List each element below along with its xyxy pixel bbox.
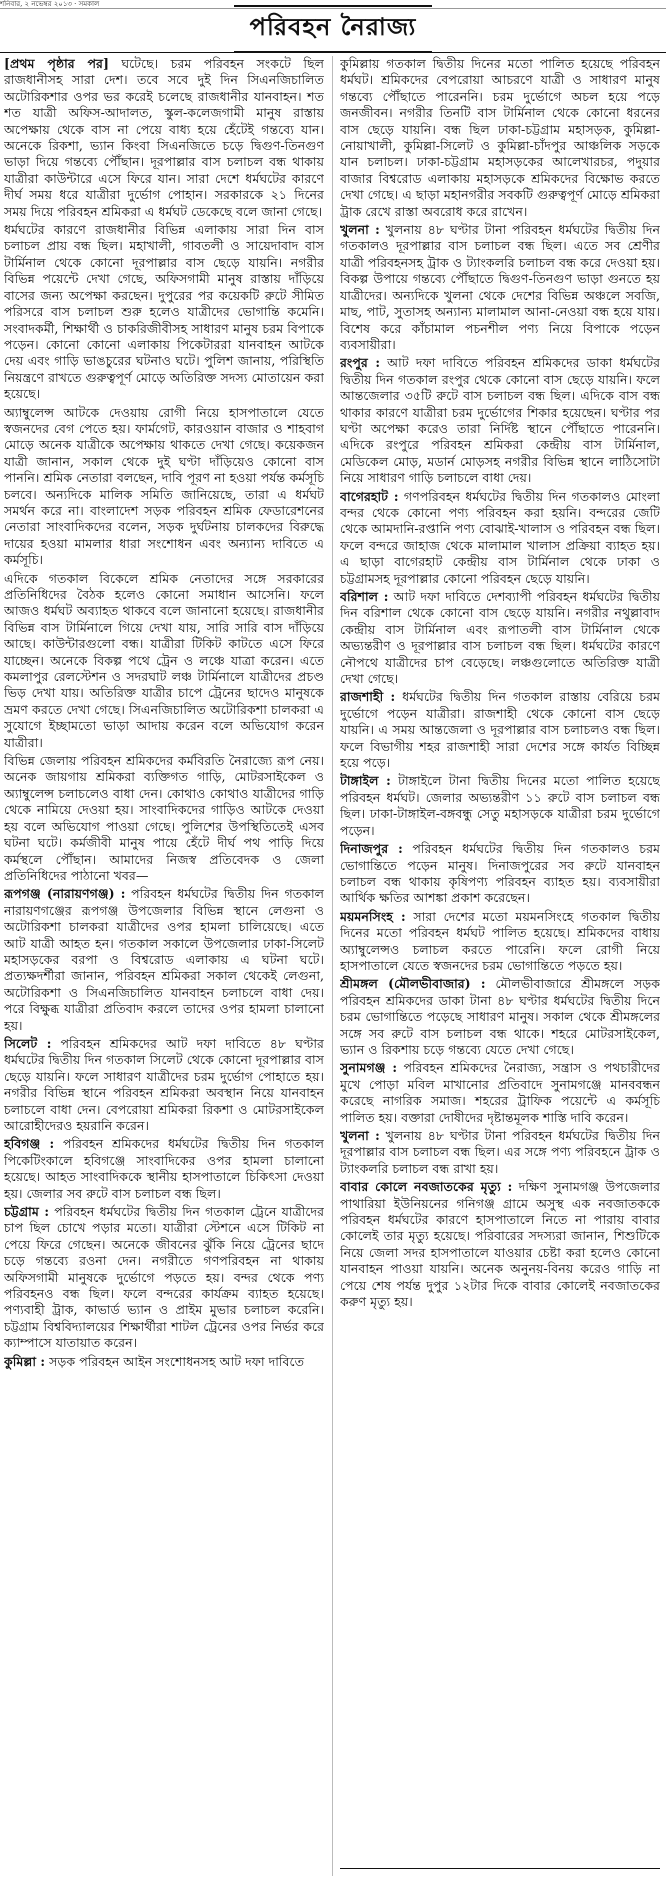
paragraph-text: পরিবহন ধর্মঘটের দ্বিতীয় দিন গতকাল ট্রেনে যাত্রীদের চাপ ছিল চোখে পড়ার মতো। যাত্রীরা স্টেশনে এসে টিকিট না পেয়ে ফিরে গেছেন। অনেকে জীবনের ঝুঁকি নিয়ে ট্রেনের ছাদে চড়ে গন্তব্যে রওনা দেন। নগরীতে গণপরিবহন না থাকায় অফিসগামী মানুষকে দুর্ভোগে পড়তে হয়। বন্দর থেকে পণ্য পরিবহনও বন্ধ ছিল। ফলে বন্দরের কার্যক্রম ব্যাহত হয়েছে। পণ্যবাহী ট্রাক, কাভার্ড ভ্যান ও প্রাইম মুভার চলাচল করেনি। চট্টগ্রাম বিশ্ববিদ্যালয়ের শিক্ষার্থীরা শাটল ট্রেনের ওপর নির্ভর করে ক্যাম্পাসে যাতায়াত করেন। xyxy=(4,1204,324,1351)
dateline: বরিশাল : xyxy=(340,589,389,604)
paragraph-text: সড়ক পরিবহন আইন সংশোধনসহ আট দফা দাবিতে xyxy=(45,1353,305,1369)
article-paragraph xyxy=(340,1179,660,1310)
paragraph-text: পরিবহন ধর্মঘটের দ্বিতীয় দিন গতকালও চরম ভোগান্তিতে পড়েন মানুষ। দিনাজপুরের সব রুটে যানবাহন চলাচল বন্ধ থাকায় কৃষিপণ্য পরিবহন ব্যাহত হয়। ব্যবসায়ীরা আর্থিক ক্ষতির আশঙ্কা প্রকাশ করেছেন। xyxy=(340,841,660,906)
paragraph-text: ঘটেছে। চরম পরিবহন সংকটে ছিল রাজধানীসহ সারা দেশ। তবে সবে দুই দিন সিএনজিচালিত অটোরিকশার ওপর ভর করেই চলেছে রাজধানীর যানবাহন। শত শত যাত্রী অফিস-আদালত, স্কুল-কলেজগামী মানুষ রাস্তায় অপেক্ষায় থেকে বাস না পেয়ে বাধ্য হয়ে হেঁটেই গন্তব্যে যান। অনেকে রিকশা, ভ্যান কিংবা সিএনজিতে চড়ে দ্বিগুণ-তিনগুণ ভাড়া দিয়ে গন্তব্যে পৌঁছান। দূরপাল্লার বাস চলাচল বন্ধ থাকায় যাত্রীরা কাউন্টারে এসে ফিরে যান। সারা দেশে ধর্মঘটের কারণে দীর্ঘ সময় ধরে যাত্রীরা দুর্ভোগ পোহান। সরকারকে ২১ দিনের সময় দিয়ে পরিবহন শ্রমিকরা এ ধর্মঘট ডেকেছে বলে জানা গেছে। xyxy=(4,56,324,219)
paragraph-text: বিভিন্ন জেলায় পরিবহন শ্রমিকদের কর্মবিরতি নৈরাজ্যে রূপ নেয়। অনেক জায়গায় শ্রমিকরা ব্যক্তিগত গাড়ি, মোটরসাইকেল ও অ্যাম্বুলেন্স চলাচলেও বাধা দেন। কোথাও কোথাও যাত্রীদের গাড়ি থেকে নামিয়ে দেওয়া হয়। সাংবাদিকদের গাড়িও আটকে দেওয়া হয় বলে অভিযোগ পাওয়া গেছে। পুলিশের উপস্থিতিতেই এসব ঘটনা ঘটে। কর্মজীবী মানুষ পায়ে হেঁটে দীর্ঘ পথ পাড়ি দিয়ে কর্মস্থলে পৌঁছান। আমাদের নিজস্ব প্রতিবেদক ও জেলা প্রতিনিধিদের পাঠানো খবর— xyxy=(4,753,324,883)
article-paragraph xyxy=(340,909,660,975)
column-divider xyxy=(332,56,333,1876)
header-rule xyxy=(0,52,666,53)
dateline: চট্টগ্রাম : xyxy=(4,1204,50,1220)
article-paragraph xyxy=(4,753,324,884)
paragraph-text: আট দফা দাবিতে পরিবহন শ্রমিকদের ডাকা ধর্মঘটের দ্বিতীয় দিন গতকাল রংপুর থেকে কোনো বাস ছেড়ে যায়নি। ফলে আন্তজেলার ৩৫টি রুটে বাস চলাচল বন্ধ ছিল। এদিকে বাস বন্ধ থাকার কারণে যাত্রীরা চরম দুর্ভোগের শিকার হয়েছেন। ঘণ্টার পর ঘণ্টা অপেক্ষা করেও তারা নির্দিষ্ট স্থানে পৌঁছাতে পারেননি। এদিকে রংপুরে পরিবহন শ্রমিকরা কেন্দ্রীয় বাস টার্মিনাল, মেডিকেল মোড়, মডার্ন মোড়সহ নগরীর বিভিন্ন স্থানে লাঠিসোটা নিয়ে সাধারণ গাড়ি চলাচলে বাধা দেয়। xyxy=(340,355,660,486)
dateline: রূপগঞ্জ (নারায়ণগঞ্জ) : xyxy=(4,886,126,902)
article-paragraph xyxy=(4,222,324,402)
paragraph-text: পরিবহন শ্রমিকদের আট দফা দাবিতে ৪৮ ঘণ্টার ধর্মঘটের দ্বিতীয় দিন গতকাল সিলেট থেকে কোনো দূরপাল্লার বাস ছেড়ে যায়নি। ফলে সাধারণ যাত্রীদের চরম দুর্ভোগ পোহাতে হয়। নগরীর বিভিন্ন স্থানে পরিবহন শ্রমিকরা অবস্থান নিয়ে যানবাহন চলাচলে বাধা দেন। বেপরোয়া শ্রমিকরা রিকশা ও মোটরসাইকেল আরোহীদেরও হয়রানি করেন। xyxy=(4,1035,324,1133)
paragraph-text: টাঙ্গাইলে টানা দ্বিতীয় দিনের মতো পালিত হয়েছে পরিবহন ধর্মঘট। জেলার অভ্যন্তরীণ ১১ রুটে বাস চলাচল বন্ধ ছিল। ঢাকা-টাঙ্গাইল-বঙ্গবন্ধু সেতু মহাসড়কে যাত্রীরা চরম দুর্ভোগে পড়েন। xyxy=(340,773,660,838)
dateline: খুলনা : xyxy=(340,1128,380,1143)
article-paragraph xyxy=(4,1136,324,1202)
dateline: টাঙ্গাইল : xyxy=(340,773,391,789)
dateline: হবিগঞ্জ : xyxy=(4,1136,55,1152)
article-paragraph xyxy=(340,976,660,1058)
dateline: সিলেট : xyxy=(4,1035,52,1051)
paragraph-text: সারা দেশের মতো ময়মনসিংহে গতকাল দ্বিতীয় দিনের মতো পরিবহন ধর্মঘট পালিত হয়েছে। শ্রমিকদের বাধায় অ্যাম্বুলেন্সও চলাচল করতে পারেনি। ফলে রোগী নিয়ে হাসপাতালে যেতে স্বজনদের চরম ভোগান্তিতে পড়তে হয়। xyxy=(340,908,660,973)
article-paragraph xyxy=(340,222,660,353)
article-paragraph xyxy=(340,56,660,220)
right-column xyxy=(340,56,660,1876)
article-paragraph xyxy=(4,1204,324,1352)
dateline: রাজশাহী : xyxy=(340,689,396,705)
section-header xyxy=(0,9,666,49)
dateline: বাগেরহাট : xyxy=(340,488,399,504)
paragraph-text: ধর্মঘটের কারণে রাজধানীর বিভিন্ন এলাকায় সারা দিন বাস চলাচল প্রায় বন্ধ ছিল। মহাখালী, গাবতলী ও সায়েদাবাদ বাস টার্মিনাল থেকে কোনো দূরপাল্লার বাস ছেড়ে যায়নি। নগরীর বিভিন্ন পয়েন্টে দেখা গেছে, অফিসগামী মানুষ রাস্তায় দাঁড়িয়ে বাসের জন্য অপেক্ষা করছেন। দুপুরের পর কয়েকটি রুটে সীমিত পরিসরে বাস চলাচল শুরু হলেও যাত্রীদের ভোগান্তি কমেনি। সংবাদকর্মী, শিক্ষার্থী ও চাকরিজীবীসহ সাধারণ মানুষ চরম বিপাকে পড়েন। কোনো কোনো এলাকায় পিকেটাররা যানবাহন আটকে দেয় এবং গাড়ি ভাঙচুরের ঘটনাও ঘটে। পুলিশ জানায়, পরিস্থিতি নিয়ন্ত্রণে রাখতে গুরুত্বপূর্ণ মোড়ে অতিরিক্ত সদস্য মোতায়েন করা হয়েছে। xyxy=(4,222,324,402)
end-rule xyxy=(340,1868,660,1869)
paragraph-text: পরিবহন শ্রমিকদের ধর্মঘটের দ্বিতীয় দিন গতকাল পিকেটিংকালে হবিগঞ্জে সাংবাদিকের ওপর হামলা চালানো হয়েছে। আহত সাংবাদিককে স্থানীয় হাসপাতালে চিকিৎসা দেওয়া হয়। জেলার সব রুটে বাস চলাচল বন্ধ ছিল। xyxy=(4,1136,324,1201)
dateline: রংপুর : xyxy=(340,355,381,371)
article-paragraph xyxy=(340,841,660,907)
paragraph-text: দক্ষিণ সুনামগঞ্জ উপজেলার পাথারিয়া ইউনিয়নের গনিগঞ্জ গ্রামে অসুস্থ এক নবজাতককে পরিবহন ধর্মঘটের কারণে হাসপাতালে নিতে না পারায় বাবার কোলেই তার মৃত্যু হয়েছে। পরিবারের সদস্যরা জানান, শিশুটিকে নিয়ে জেলা সদর হাসপাতালে যাওয়ার চেষ্টা করা হলেও কোনো যানবাহন পাওয়া যায়নি। অনেক অনুনয়-বিনয় করেও গাড়ি না পেয়ে শেষ পর্যন্ত দুপুর ১২টার দিকে বাবার কোলেই নবজাতকের করুণ মৃত্যু হয়। xyxy=(340,1179,660,1310)
dateline: বাবার কোলে নবজাতকের মৃত্যু : xyxy=(340,1179,513,1195)
paragraph-text: মৌলভীবাজারে শ্রীমঙ্গলে সড়ক পরিবহন শ্রমিকদের ডাকা টানা ৪৮ ঘণ্টার ধর্মঘটের দ্বিতীয় দিনে চরম ভোগান্তিতে পড়েছে সাধারণ মানুষ। সকাল থেকে শ্রীমঙ্গলের সঙ্গে সব রুটে বাস চলাচল বন্ধ থাকে। শহরে মোটরসাইকেল, ভ্যান ও রিকশায় চড়ে গন্তব্যে যেতে দেখা গেছে। xyxy=(340,976,660,1057)
article-paragraph xyxy=(340,355,660,486)
article-paragraph xyxy=(340,589,660,687)
paragraph-text: পরিবহন ধর্মঘটের দ্বিতীয় দিন গতকাল নারায়ণগঞ্জের রূপগঞ্জ উপজেলার বিভিন্ন স্থানে লেগুনা ও অটোরিকশা চালকরা যাত্রীদের ওপর হামলা চালিয়েছে। এতে আট যাত্রী আহত হন। গতকাল সকালে উপজেলার ঢাকা-সিলেট মহাসড়কের বরপা ও বিশ্বরোড এলাকায় এ ঘটনা ঘটে। প্রত্যক্ষদর্শীরা জানান, পরিবহন শ্রমিকরা সকাল থেকেই লেগুনা, অটোরিকশা ও সিএনজিচালিত যানবাহন চলাচলে বাধা দেয়। পরে বিক্ষুব্ধ যাত্রীরা প্রতিবাদ করলে তাদের ওপর হামলা চালানো হয়। xyxy=(4,886,324,1033)
paragraph-text: এদিকে গতকাল বিকেলে শ্রমিক নেতাদের সঙ্গে সরকারের প্রতিনিধিদের বৈঠক হলেও কোনো সমাধান আসেনি। ফলে আজও ধর্মঘট অব্যাহত থাকবে বলে জানানো হয়েছে। রাজধানীর বিভিন্ন বাস টার্মিনালে গিয়ে দেখা যায়, সারি সারি বাস দাঁড়িয়ে আছে। কাউন্টারগুলো বন্ধ। যাত্রীরা টিকিট কাটতে এসে ফিরে যাচ্ছেন। অনেকে বিকল্প পথে ট্রেন ও লঞ্চে যাত্রা করেন। এতে কমলাপুর রেলস্টেশন ও সদরঘাট লঞ্চ টার্মিনালে যাত্রীদের প্রচণ্ড ভিড় দেখা যায়। অতিরিক্ত যাত্রীর চাপে ট্রেনের ছাদেও মানুষকে ভ্রমণ করতে দেখা গেছে। সিএনজিচালিত অটোরিকশা চালকরা এ সুযোগে ইচ্ছামতো ভাড়া আদায় করেন বলে অভিযোগ করেন যাত্রীরা। xyxy=(4,570,324,750)
article-paragraph xyxy=(340,489,660,587)
paragraph-text: খুলনায় ৪৮ ঘণ্টার টানা পরিবহন ধর্মঘটের দ্বিতীয় দিন দূরপাল্লার বাস চলাচল বন্ধ ছিল। এর সঙ্গে পণ্য পরিবহনে ট্রাক ও ট্যাংকলরি চলাচল বন্ধ রাখা হয়। xyxy=(340,1128,660,1176)
paragraph-text: অ্যাম্বুলেন্স আটকে দেওয়ায় রোগী নিয়ে হাসপাতালে যেতে স্বজনদের বেগ পেতে হয়। ফার্মগেট, কারওয়ান বাজার ও শাহবাগ মোড়ে অনেক যাত্রীকে অপেক্ষায় থাকতে দেখা গেছে। কয়েকজন যাত্রী জানান, সকাল থেকে দুই ঘণ্টা দাঁড়িয়েও কোনো বাস পাননি। শ্রমিক নেতারা বলছেন, দাবি পূরণ না হওয়া পর্যন্ত কর্মসূচি চলবে। অন্যদিকে মালিক সমিতি জানিয়েছে, তারা এ ধর্মঘট সমর্থন করে না। বাংলাদেশ সড়ক পরিবহন শ্রমিক ফেডারেশনের নেতারা সাংবাদিকদের বলেন, সড়ক দুর্ঘটনায় চালকদের বিরুদ্ধে দায়ের হওয়া মামলার ধারা সংশোধন এবং অন্যান্য দাবিতে এ কর্মসূচি। xyxy=(4,404,324,568)
article-paragraph xyxy=(340,689,660,771)
page-title: পরিবহন নৈরাজ্য xyxy=(234,5,433,53)
top-strip: শনিবার, ২ নভেম্বর ২০১৩ · সমকাল xyxy=(0,0,666,9)
article-paragraph xyxy=(4,1354,324,1370)
dateline: [প্রথম পৃষ্ঠার পর] xyxy=(4,56,109,71)
paragraph-text: গণপরিবহন ধর্মঘটের দ্বিতীয় দিন গতকালও মোংলা বন্দর থেকে কোনো পণ্য পরিবহন করা হয়নি। বন্দরের জেটি থেকে আমদানি-রপ্তানি পণ্য বোঝাই-খালাস ও পরিবহন বন্ধ ছিল। ফলে বন্দরে জাহাজ থেকে মালামাল খালাস প্রক্রিয়া ব্যাহত হয়। এ ছাড়া বাগেরহাট কেন্দ্রীয় বাস টার্মিনাল থেকে ঢাকা ও চট্টগ্রামসহ দূরপাল্লার কোনো পরিবহন ছেড়ে যায়নি। xyxy=(340,488,660,586)
article-paragraph xyxy=(340,773,660,839)
paragraph-text: কুমিল্লায় গতকাল দ্বিতীয় দিনের মতো পালিত হয়েছে পরিবহন ধর্মঘট। শ্রমিকদের বেপরোয়া আচরণে যাত্রী ও সাধারণ মানুষ গন্তব্যে পৌঁছাতে পারেননি। চরম দুর্ভোগে অচল হয়ে পড়ে জনজীবন। নগরীর তিনটি বাস টার্মিনাল থেকে কোনো ধরনের বাস ছেড়ে যায়নি। বন্ধ ছিল ঢাকা-চট্টগ্রাম মহাসড়ক, কুমিল্লা-নোয়াখালী, কুমিল্লা-সিলেট ও কুমিল্লা-চাঁদপুর আঞ্চলিক সড়কে যান চলাচল। ঢাকা-চট্টগ্রাম মহাসড়কের আলেখারচর, পদুয়ার বাজার বিশ্বরোড এলাকায় মহাসড়কে শ্রমিকদের বিক্ষোভ করতে দেখা গেছে। এ ছাড়া মহানগরীর সবকটি গুরুত্বপূর্ণ মোড়ে শ্রমিকরা ট্রাক রেখে রাস্তা অবরোধ করে রাখেন। xyxy=(340,56,660,219)
dateline: দিনাজপুর : xyxy=(340,841,403,857)
dateline: খুলনা : xyxy=(340,222,380,238)
dateline: সুনামগঞ্জ : xyxy=(340,1060,398,1076)
article-paragraph xyxy=(4,56,324,220)
article-paragraph xyxy=(340,1060,660,1126)
paragraph-text: ধর্মঘটের দ্বিতীয় দিন গতকাল রাস্তায় বেরিয়ে চরম দুর্ভোগে পড়েন যাত্রীরা। রাজশাহী থেকে কোনো বাস ছেড়ে যায়নি। এ সময় আন্তজেলা ও দূরপাল্লার বাস চলাচলও বন্ধ ছিল। ফলে বিভাগীয় শহর রাজশাহী সারা দেশের সঙ্গে কার্যত বিচ্ছিন্ন হয়ে পড়ে। xyxy=(340,689,660,771)
paragraph-text: পরিবহন শ্রমিকদের নৈরাজ্য, সন্ত্রাস ও পথচারীদের মুখে পোড়া মবিল মাখানোর প্রতিবাদে সুনামগঞ্জে মানববন্ধন করেছে নাগরিক সমাজ। শহরের ট্রাফিক পয়েন্টে এ কর্মসূচি পালিত হয়। বক্তারা দোষীদের দৃষ্টান্তমূলক শাস্তি দাবি করেন। xyxy=(340,1060,660,1125)
dateline: শ্রীমঙ্গল (মৌলভীবাজার) : xyxy=(340,976,486,992)
article-paragraph xyxy=(4,405,324,569)
article-paragraph xyxy=(340,1128,660,1177)
paragraph-text: খুলনায় ৪৮ ঘণ্টার টানা পরিবহন ধর্মঘটের দ্বিতীয় দিন গতকালও দূরপাল্লার বাস চলাচল বন্ধ ছিল। এতে সব শ্রেণীর যাত্রী পরিবহনসহ ট্রাক ও ট্যাংকলরি চলাচল বন্ধ করে দেওয়া হয়। বিকল্প উপায়ে গন্তব্যে পৌঁছাতে দ্বিগুণ-তিনগুণ ভাড়া গুনতে হয় যাত্রীদের। অন্যদিকে খুলনা থেকে দেশের বিভিন্ন অঞ্চলে সবজি, মাছ, পাট, সুতাসহ অন্যান্য মালামাল আনা-নেওয়া বন্ধ হয়ে যায়। বিশেষ করে কাঁচামাল পচনশীল পণ্য নিয়ে বিপাকে পড়েন ব্যবসায়ীরা। xyxy=(340,222,660,352)
dateline: ময়মনসিংহ : xyxy=(340,908,406,924)
dateline: কুমিল্লা : xyxy=(4,1353,46,1369)
article-paragraph xyxy=(4,886,324,1034)
article-paragraph xyxy=(4,1036,324,1134)
article-paragraph xyxy=(4,571,324,751)
paragraph-text: আট দফা দাবিতে দেশব্যাপী পরিবহন ধর্মঘটের দ্বিতীয় দিন বরিশাল থেকে কোনো বাস ছেড়ে যায়নি। নগরীর নথুল্লাবাদ কেন্দ্রীয় বাস টার্মিনাল এবং রূপাতলী বাস টার্মিনাল থেকে অভ্যন্তরীণ ও দূরপাল্লার বাস চলাচল বন্ধ ছিল। ধর্মঘটের কারণে নৌপথে যাত্রীদের চাপ বেড়েছে। লঞ্চগুলোতে অতিরিক্ত যাত্রী দেখা গেছে। xyxy=(340,589,660,687)
left-column xyxy=(4,56,324,1876)
